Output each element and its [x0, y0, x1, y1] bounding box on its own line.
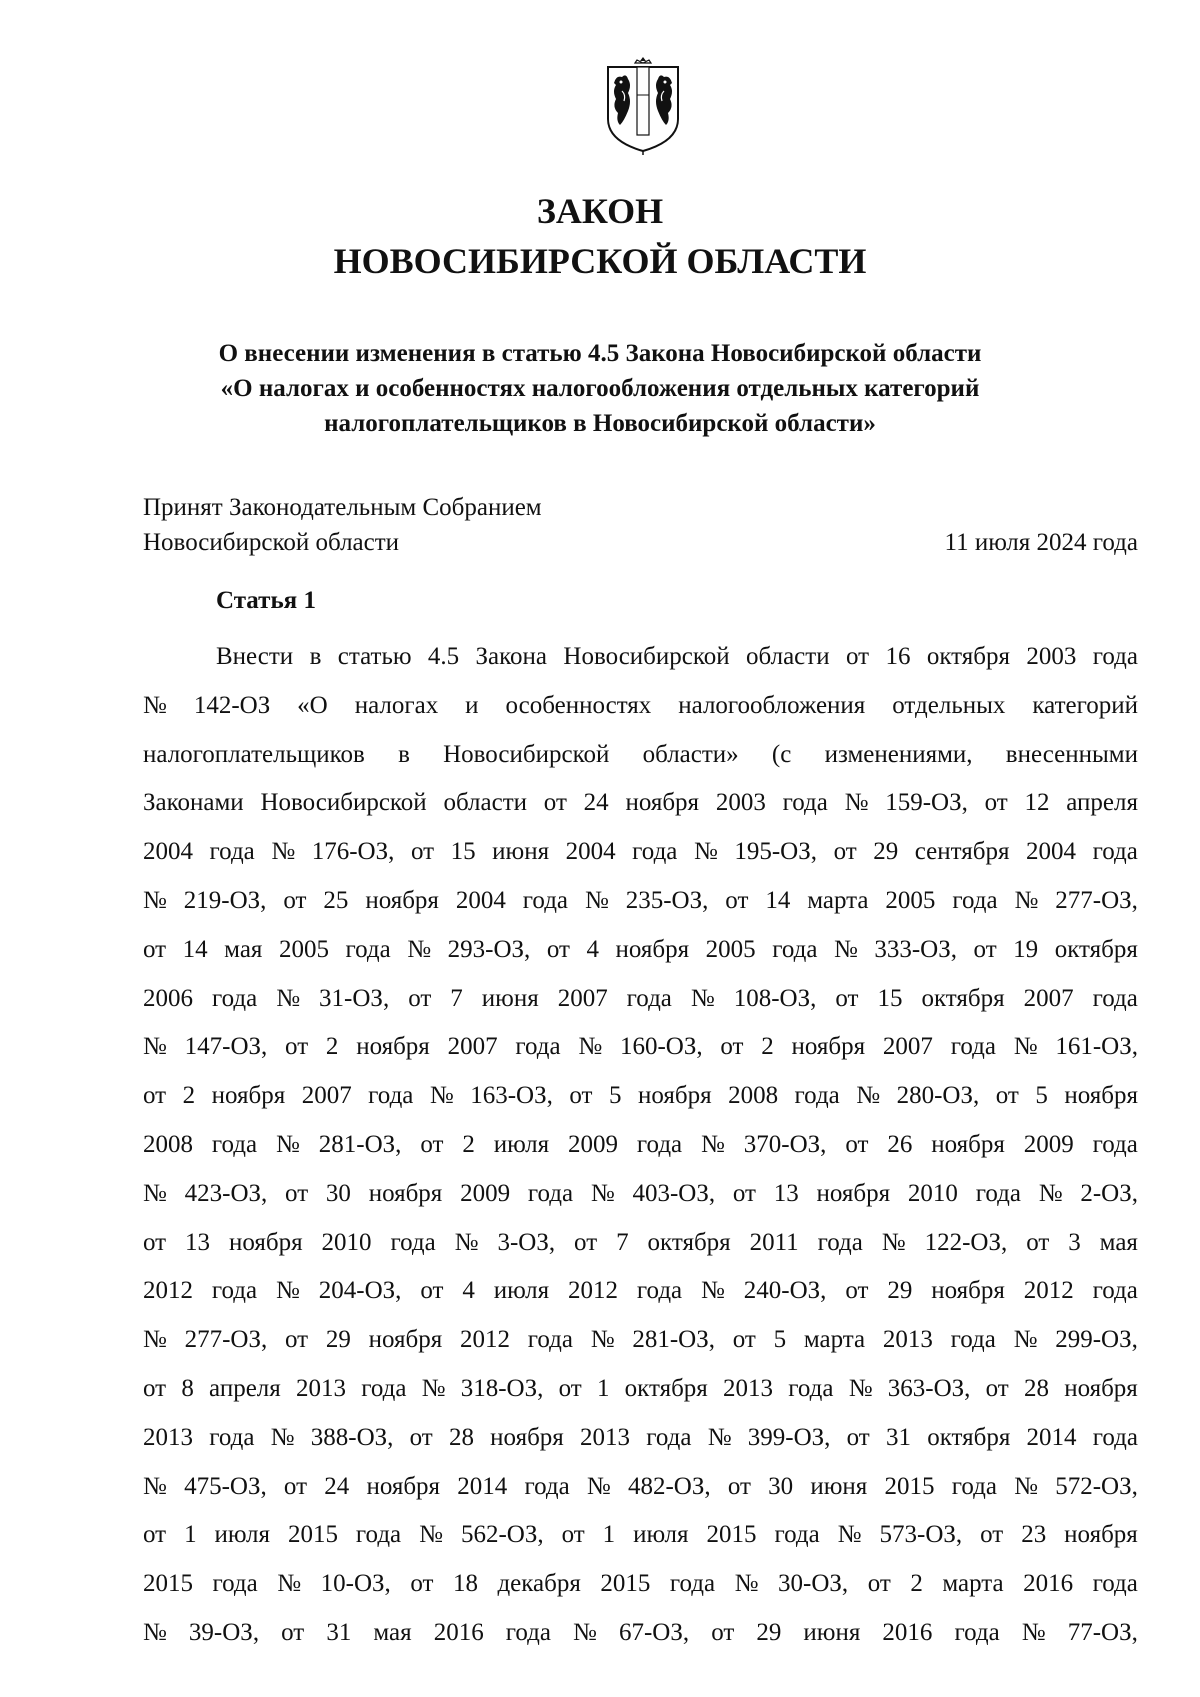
article-text-line: № 423-ОЗ, от 30 ноября 2009 года № 403-ОЗ, от 13 ноября 2010 года № 2-ОЗ, [143, 1179, 1138, 1207]
document-title-line-2: НОВОСИБИРСКОЙ ОБЛАСТИ [333, 241, 867, 281]
subtitle-line-1: О внесении изменения в статью 4.5 Закона Новосибирской области [218, 340, 982, 367]
adopted-by-line-2 [143, 525, 1138, 560]
article-text-line: от 8 апреля 2013 года № 318-ОЗ, от 1 октября 2013 года № 363-ОЗ, от 28 ноября [143, 1374, 1138, 1402]
subtitle-line-3: налогоплательщиков в Новосибирской области» [324, 410, 876, 437]
article-heading: Статья 1 [216, 587, 316, 614]
article-text-line: от 13 ноября 2010 года № 3-ОЗ, от 7 октября 2011 года № 122-ОЗ, от 3 мая [143, 1228, 1138, 1256]
article-text-line: от 2 ноября 2007 года № 163-ОЗ, от 5 ноября 2008 года № 280-ОЗ, от 5 ноября [143, 1082, 1138, 1110]
adopted-by-text-2: Новосибирской области [143, 529, 400, 556]
adoption-date: 11 июля 2024 года [944, 529, 1138, 556]
article-text-line: 2012 года № 204-ОЗ, от 4 июля 2012 года № 240-ОЗ, от 29 ноября 2012 года [143, 1277, 1138, 1305]
article-text-line: 2008 года № 281-ОЗ, от 2 июля 2009 года № 370-ОЗ, от 26 ноября 2009 года [143, 1130, 1138, 1158]
article-text-line: 2015 года № 10-ОЗ, от 18 декабря 2015 года № 30-ОЗ, от 2 марта 2016 года [143, 1570, 1138, 1598]
article-text-line: 2004 года № 176-ОЗ, от 15 июня 2004 года № 195-ОЗ, от 29 сентября 2004 года [143, 838, 1138, 866]
article-text-line: налогоплательщиков в Новосибирской области» (с изменениями, внесенными [143, 740, 1138, 768]
article-text-line: № 142-ОЗ «О налогах и особенностях налогообложения отдельных категорий [143, 691, 1138, 719]
document-title-line-1: ЗАКОН [536, 191, 664, 231]
adopted-by-text-1: Принят Законодательным Собранием [143, 494, 542, 521]
coat-of-arms-emblem [602, 55, 684, 155]
article-text-line: № 219-ОЗ, от 25 ноября 2004 года № 235-ОЗ, от 14 марта 2005 года № 277-ОЗ, [143, 886, 1138, 914]
article-text-line: 2006 года № 31-ОЗ, от 7 июня 2007 года № 108-ОЗ, от 15 октября 2007 года [143, 984, 1138, 1012]
article-text-line: от 1 июля 2015 года № 562-ОЗ, от 1 июля 2015 года № 573-ОЗ, от 23 ноября [143, 1521, 1138, 1549]
document-subtitle [0, 336, 1200, 441]
article-body [143, 633, 1138, 1658]
subtitle-line-2: «О налогах и особенностях налогообложения отдельных категорий [220, 375, 980, 402]
article-text-line: № 147-ОЗ, от 2 ноября 2007 года № 160-ОЗ, от 2 ноября 2007 года № 161-ОЗ, [143, 1033, 1138, 1061]
article-text-line: Внести в статью 4.5 Закона Новосибирской области от 16 октября 2003 года [216, 643, 1138, 670]
article-text-line: 2013 года № 388-ОЗ, от 28 ноября 2013 года № 399-ОЗ, от 31 октября 2014 года [143, 1423, 1138, 1451]
article-text-line: от 14 мая 2005 года № 293-ОЗ, от 4 ноября 2005 года № 333-ОЗ, от 19 октября [143, 935, 1138, 963]
article-text-line: Законами Новосибирской области от 24 ноября 2003 года № 159-ОЗ, от 12 апреля [143, 789, 1138, 817]
article-text-line: № 277-ОЗ, от 29 ноября 2012 года № 281-ОЗ, от 5 марта 2013 года № 299-ОЗ, [143, 1326, 1138, 1354]
article-text-line: № 39-ОЗ, от 31 мая 2016 года № 67-ОЗ, от 29 июня 2016 года № 77-ОЗ, [143, 1618, 1138, 1646]
novosibirsk-coat-of-arms-icon [602, 55, 684, 155]
adopted-by-line-1 [143, 490, 1138, 525]
article-text-line: № 475-ОЗ, от 24 ноября 2014 года № 482-ОЗ, от 30 июня 2015 года № 572-ОЗ, [143, 1472, 1138, 1500]
